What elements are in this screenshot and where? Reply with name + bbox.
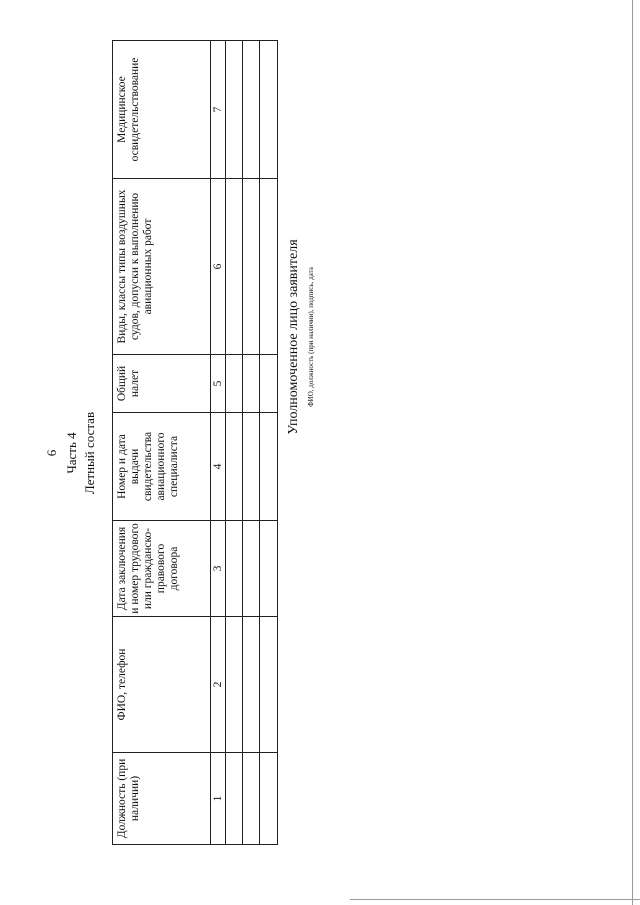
table-cell (260, 413, 278, 521)
table-cell (260, 179, 278, 355)
table-cell (226, 41, 243, 179)
table-cell (243, 617, 260, 753)
table-cell (260, 41, 278, 179)
column-header-total-flight-time: Общий налет (113, 355, 211, 413)
column-header-medical: Медицинское освидетельствование (113, 41, 211, 179)
column-number: 5 (211, 355, 226, 413)
table-cell (243, 753, 260, 845)
table-cell (226, 413, 243, 521)
table-cell (260, 617, 278, 753)
column-number: 4 (211, 413, 226, 521)
column-header-contract: Дата заключения и номер трудового или гражданско-правового договора (113, 521, 211, 617)
table-cell (226, 617, 243, 753)
table-cell (243, 179, 260, 355)
table-cell (243, 521, 260, 617)
column-number-row (211, 41, 226, 845)
table-header-row (113, 41, 211, 845)
column-number: 2 (211, 617, 226, 753)
table-cell (226, 753, 243, 845)
table-row (260, 41, 278, 845)
table-cell (226, 179, 243, 355)
table-cell (260, 521, 278, 617)
column-header-aircraft-types: Виды, классы типы воздушных судов, допуски к выполнению авиационных работ (113, 179, 211, 355)
column-number: 3 (211, 521, 226, 617)
column-header-position: Должность (при наличии) (113, 753, 211, 845)
column-number: 7 (211, 41, 226, 179)
column-number: 6 (211, 179, 226, 355)
table-cell (260, 753, 278, 845)
flight-crew-table (112, 40, 278, 845)
table-cell (226, 521, 243, 617)
column-header-name-phone: ФИО, телефон (113, 617, 211, 753)
column-number: 1 (211, 753, 226, 845)
table-cell (243, 413, 260, 521)
rotated-page: 6 Часть 4 Летный состав Должность (при наличии) ФИО, телефон Дата заключения и номер трудового или гражданско-правового договора Номер и дата выдачи свидетельства авиационного специалиста Общий налет Виды, классы типы воздушных судов, допуски к выполнению авиационных работ Медицинское освидетельствование 1 2 3 4 5 6 7 Уполномоченное лицо заявителя ФИО, должность (при наличии), подпись, дата (0, 0, 640, 905)
column-header-certificate: Номер и дата выдачи свидетельства авиационного специалиста (113, 413, 211, 521)
table-row (243, 41, 260, 845)
table-cell (226, 355, 243, 413)
table-cell (243, 355, 260, 413)
table-cell (260, 355, 278, 413)
table-cell (243, 41, 260, 179)
table-row (226, 41, 243, 845)
